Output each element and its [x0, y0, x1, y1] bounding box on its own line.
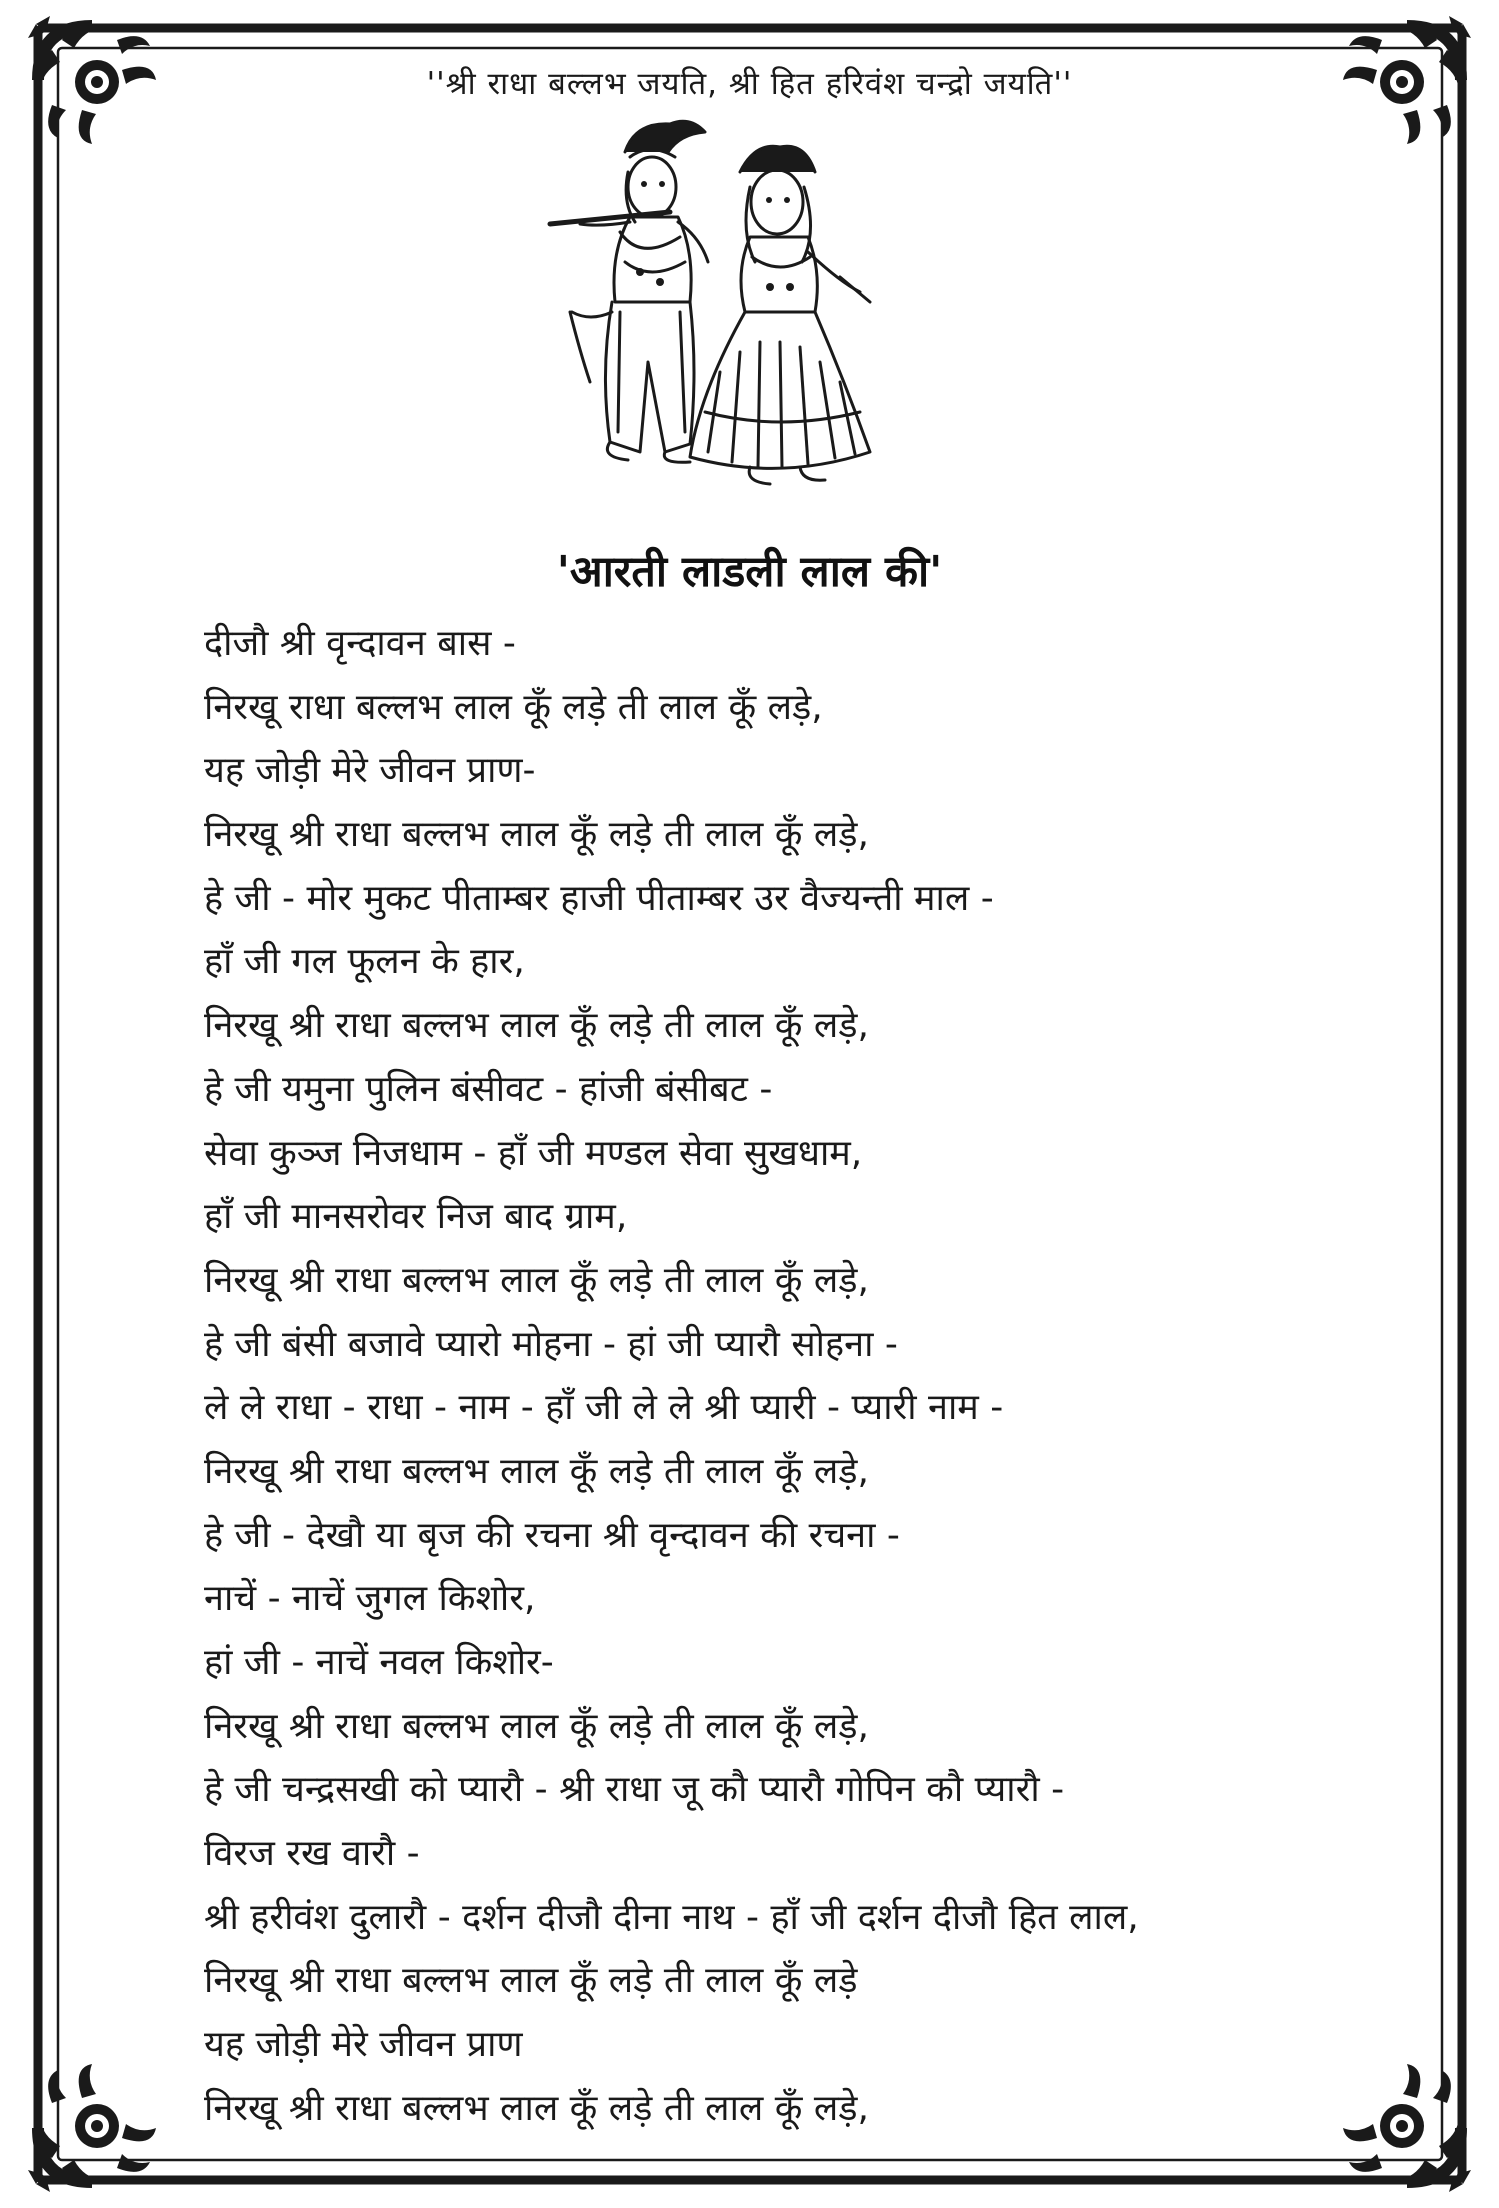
verse-line: नाचें - नाचें जुगल किशोर,	[204, 1578, 536, 1620]
verse-line: हे जी - देखौ या बृज की रचना श्री वृन्दावन की रचना -	[204, 1514, 900, 1556]
verse-list	[204, 612, 1364, 2141]
verse-line: निरखू श्री राधा बल्लभ लाल कूँ लड़े ती लाल कूँ लड़े,	[204, 2087, 869, 2129]
verse-line: निरखू श्री राधा बल्लभ लाल कूँ लड़े ती लाल कूँ लड़े,	[204, 1259, 869, 1301]
verse-line: हाँ जी मानसरोवर निज बाद ग्राम,	[204, 1196, 628, 1238]
verse-line: हे जी चन्द्रसखी को प्यारौ - श्री राधा जू कौ प्यारौ गोपिन कौ प्यारौ -	[204, 1769, 1065, 1811]
radha-krishna-illustration-icon	[540, 112, 880, 502]
verse-line: विरज रख वारौ -	[204, 1833, 420, 1875]
verse-line: निरखू श्री राधा बल्लभ लाल कूँ लड़े ती लाल कूँ लड़े,	[204, 1705, 869, 1747]
verse-line: ले ले राधा - राधा - नाम - हाँ जी ले ले श्री प्यारी - प्यारी नाम -	[204, 1387, 1004, 1429]
verse-line: दीजौ श्री वृन्दावन बास -	[204, 623, 516, 664]
aarti-title: 'आरती लाडली लाल की'	[556, 547, 943, 597]
verse-line: निरखू श्री राधा बल्लभ लाल कूँ लड़े ती लाल कूँ लड़े,	[204, 814, 869, 856]
verse-line: निरखू राधा बल्लभ लाल कूँ लड़े ती लाल कूँ लड़े,	[204, 686, 823, 728]
verse-line: सेवा कुञ्ज निजधाम - हाँ जी मण्डल सेवा सुखधाम,	[204, 1132, 863, 1174]
verse-line: निरखू श्री राधा बल्लभ लाल कूँ लड़े ती लाल कूँ लड़े,	[204, 1005, 869, 1047]
verse-line: निरखू श्री राधा बल्लभ लाल कूँ लड़े ती लाल कूँ लड़े	[204, 1960, 858, 2002]
corner-ornament-icon	[22, 2058, 162, 2198]
verse-line: हाँ जी गल फूलन के हार,	[204, 941, 525, 983]
verse-line: निरखू श्री राधा बल्लभ लाल कूँ लड़े ती लाल कूँ लड़े,	[204, 1450, 869, 1492]
invocation-header: ''श्री राधा बल्लभ जयति, श्री हित हरिवंश चन्द्रो जयति''	[426, 66, 1073, 102]
verse-line: हे जी बंसी बजावे प्यारो मोहना - हां जी प्यारौ सोहना -	[204, 1323, 898, 1365]
verse-line: हे जी यमुना पुलिन बंसीवट - हांजी बंसीबट -	[204, 1068, 773, 1110]
verse-line: यह जोड़ी मेरे जीवन प्राण-	[204, 750, 536, 792]
verse-line: हां जी - नाचें नवल किशोर-	[204, 1642, 554, 1683]
verse-line: श्री हरीवंश दुलारौ - दर्शन दीजौ दीना नाथ - हाँ जी दर्शन दीजौ हित लाल,	[204, 1896, 1139, 1938]
verse-line: यह जोड़ी मेरे जीवन प्राण	[204, 2024, 523, 2066]
verse-line: हे जी - मोर मुकट पीताम्बर हाजी पीताम्बर उर वैज्यन्ती माल -	[204, 877, 994, 919]
